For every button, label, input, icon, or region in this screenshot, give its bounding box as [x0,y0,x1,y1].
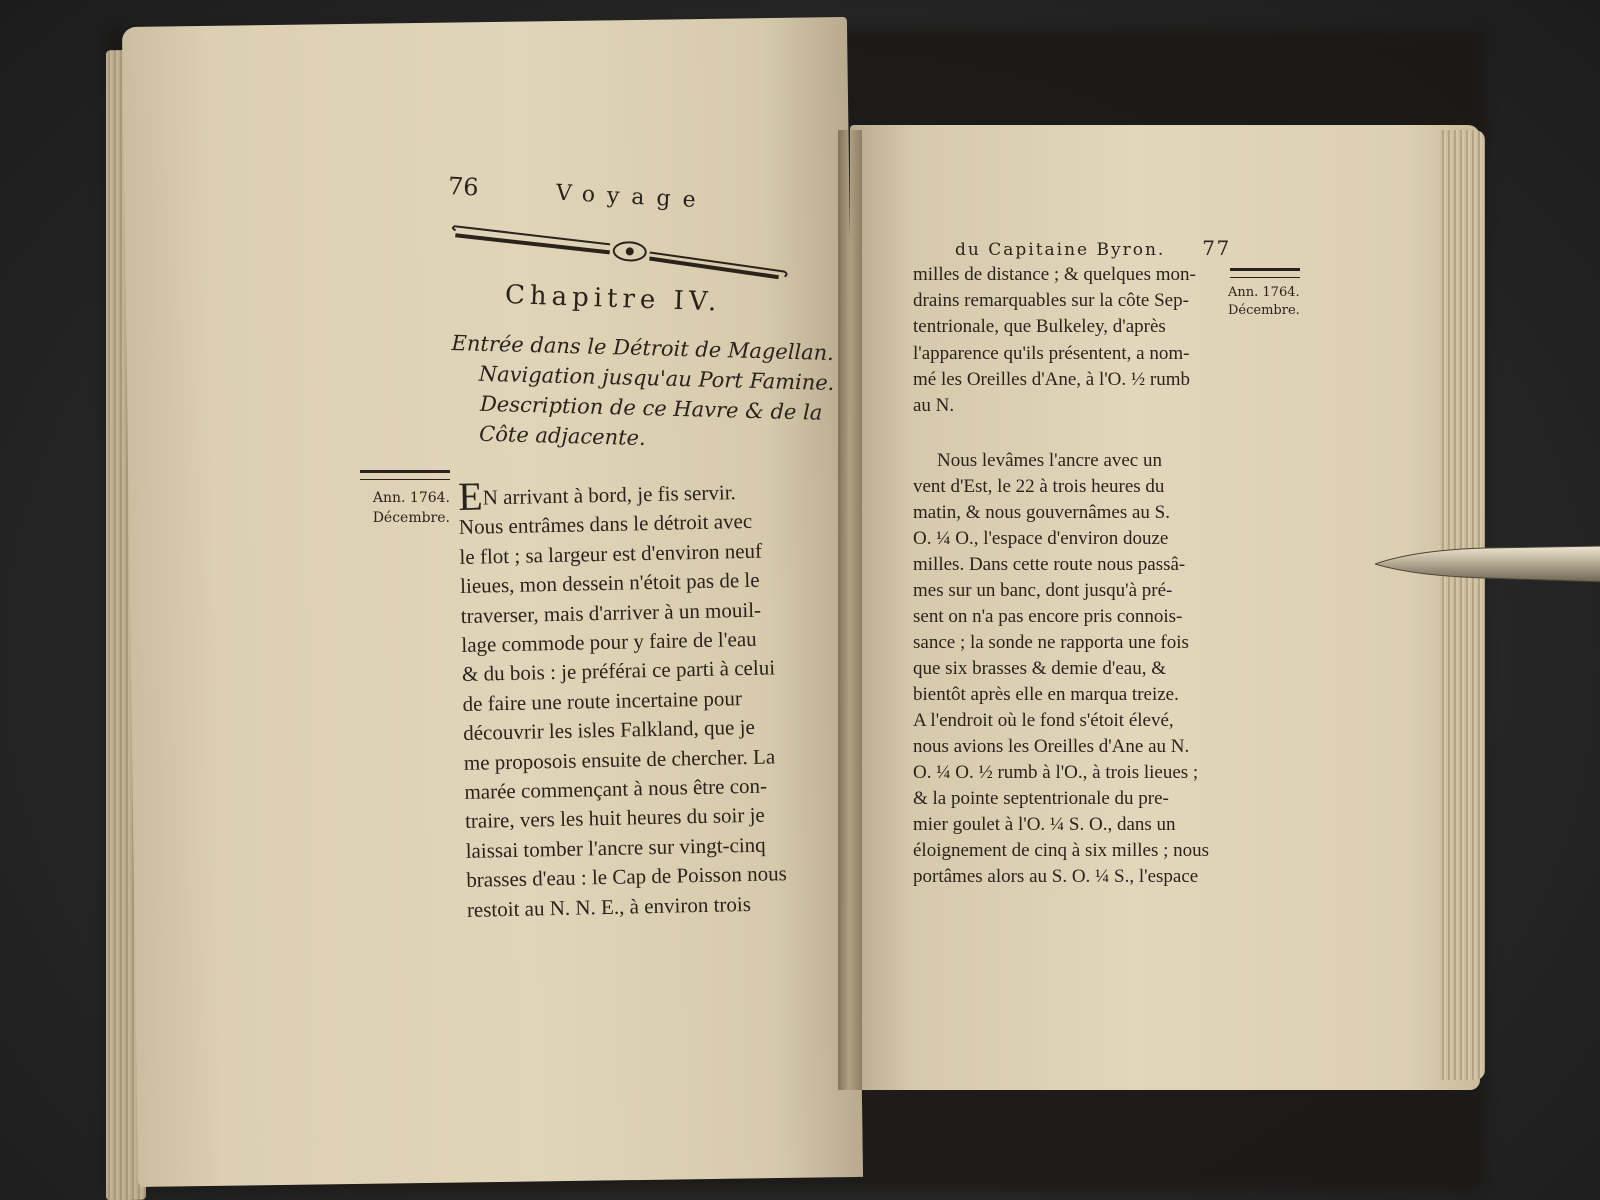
summary-line: Entrée dans le Détroit de Magellan. [451,330,835,366]
right-running-title: du Capitaine Byron. [955,240,1166,260]
margin-note-year: Ann. 1764. [1228,285,1300,300]
body-line: traire, vers les huit heures du soir je [464,803,766,834]
body-line: traverser, mais d'arriver à un mouil- [460,597,762,628]
body-line: O. ¼ O. ½ rumb à l'O., à trois lieues ; [913,762,1199,783]
body-line: A l'endroit où le fond s'étoit élevé, [913,710,1174,731]
right-running-head [955,236,1231,260]
summary-line: Côte adjacente. [478,421,647,451]
margin-note-year: Ann. 1764. [372,490,450,506]
left-page-number: 76 [447,172,480,202]
body-line: que six brasses & demie d'eau, & [913,658,1167,679]
chapter-summary [449,328,836,458]
book-gutter [838,130,862,1090]
body-line: brasses d'eau : le Cap de Poisson nous [466,861,787,893]
summary-line: Description de ce Havre & de la [479,391,823,425]
margin-rule [1230,268,1300,278]
right-margin-note [1228,284,1308,320]
body-line: matin, & nous gouvernâmes au S. [913,502,1170,523]
left-body-text [457,473,788,925]
body-line: de faire une route incertaine pour [462,685,743,716]
page-block-right-edge [1440,130,1485,1080]
body-line: Nous levâmes l'ancre avec un [937,450,1162,471]
body-line: & la pointe septentrionale du pre- [913,788,1169,809]
body-line: éloignement de cinq à six milles ; nous [913,840,1210,861]
body-line: milles. Dans cette route nous passâ- [913,554,1186,575]
body-line: tentrionale, que Bulkeley, d'après [913,316,1166,338]
body-line: découvrir les isles Falkland, que je [462,715,756,746]
left-margin-note [358,488,450,528]
body-line: milles de distance ; & quelques mon- [913,264,1196,285]
right-paragraph-2 [913,448,1209,890]
body-line: & du bois : je préférai ce parti à celui [461,655,776,687]
right-paragraph-1 [913,262,1196,419]
body-line: au N. [913,395,955,417]
drop-cap: E [457,473,484,519]
body-line: me proposois ensuite de chercher. La [463,744,776,775]
body-line: EN arrivant à bord, je fis servir. [457,473,737,519]
body-line: vent d'Est, le 22 à trois heures du [913,476,1165,497]
body-line: sent on n'a pas encore pris connois- [913,606,1183,627]
right-page-number: 77 [1202,236,1231,260]
left-running-title: Voyage [555,180,709,214]
margin-note-month: Décembre. [372,510,450,526]
margin-note-month: Décembre. [1228,303,1300,318]
body-line: restoit au N. N. E., à environ trois [466,891,752,922]
summary-line: Navigation jusqu'au Port Famine. [478,361,835,396]
body-line: le flot ; sa largeur est d'environ neuf [459,538,763,569]
body-line: marée commençant à nous être con- [464,773,768,804]
body-line: lieues, mon dessein n'étoit pas de le [459,567,760,599]
body-line: nous avions les Oreilles d'Ane au N. [913,736,1190,757]
body-line: portâmes alors au S. O. ¼ S., l'espace [913,866,1199,887]
paper-knife-icon [1375,542,1600,586]
body-line: laissai tomber l'ancre sur vingt-cinq [465,832,766,863]
margin-rule [360,470,450,480]
body-line: mé les Oreilles d'Ane, à l'O. ½ rumb [913,368,1191,390]
chapter-title: Chapitre IV. [504,280,722,318]
body-line: bientôt après elle en marqua treize. [913,684,1179,705]
body-line: l'apparence qu'ils présentent, a nom- [913,342,1190,364]
body-line: lage commode pour y faire de l'eau [461,626,757,657]
body-line: Nous entrâmes dans le détroit avec [458,509,753,540]
body-line: drains remarquables sur la côte Sep- [913,290,1189,312]
body-line: O. ¼ O., l'espace d'environ douze [913,528,1169,549]
body-line: sance ; la sonde ne rapporta une fois [913,632,1189,653]
body-line: mier goulet à l'O. ¼ S. O., dans un [913,814,1176,835]
body-line: mes sur un banc, dont jusqu'à pré- [913,580,1173,601]
